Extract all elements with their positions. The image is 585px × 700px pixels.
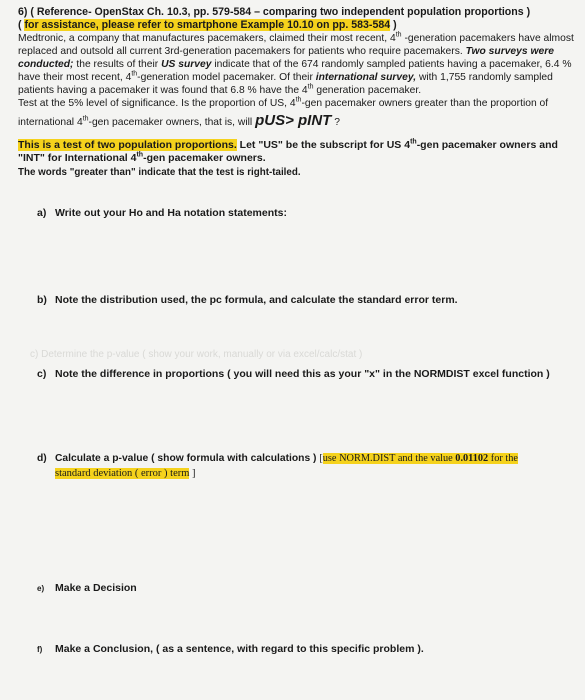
intro-line-4: have their most recent, 4th-generation model pacemaker. Of their international survey, with 1,755 randomly sampled xyxy=(18,70,553,83)
intro-line-6: Test at the 5% level of significance. Is the proportion of US, 4th-gen pacemaker owners greater than the proportion of xyxy=(18,96,549,109)
note-line-3: The words "greater than" indicate that the test is right-tailed. xyxy=(18,167,301,178)
question-d-cont: standard deviation ( error ) term ] xyxy=(55,468,196,479)
question-c: c) Note the difference in proportions ( you will need this as your "x" in the NORMDIST excel function ) xyxy=(37,368,550,380)
question-a: a) Write out your Ho and Ha notation statements: xyxy=(37,207,287,219)
norm-dist-hint-cont: standard deviation ( error ) term xyxy=(55,468,190,479)
question-f: f) Make a Conclusion, ( as a sentence, with regard to this specific problem ). xyxy=(37,643,424,655)
intro-line-3: conducted; the results of their US survey indicate that of the 674 randomly sampled patients having a pacemaker, 6.4 % xyxy=(18,59,572,70)
intro-line-2: replaced and outsold all current 3rd-generation pacemakers for patients who require pacemakers. Two surveys were xyxy=(18,46,554,57)
assistance-note: ( for assistance, please refer to smartphone Example 10.10 on pp. 583-584 ) xyxy=(18,19,397,31)
problem-title: 6) ( Reference- OpenStax Ch. 10.3, pp. 579-584 – comparing two independent population proportions ) xyxy=(18,6,531,18)
note-highlight: This is a test of two population proportions. xyxy=(18,139,237,151)
intro-line-5: patients having a pacemaker it was found that 6.8 % have the 4th generation pacemaker. xyxy=(18,83,422,96)
hypothesis-inline: pUS> pINT xyxy=(255,112,332,129)
intro-line-7: international 4th-gen pacemaker owners, that is, will pUS> pINT ? xyxy=(18,112,340,129)
question-b: b) Note the distribution used, the pc formula, and calculate the standard error term. xyxy=(37,294,458,306)
question-e: e) Make a Decision xyxy=(37,582,137,594)
question-d: d) Calculate a p-value ( show formula with calculations ) [use NORM.DIST and the value 0.01102 for the xyxy=(37,453,518,464)
note-line-1: This is a test of two population proportions. Let "US" be the subscript for US 4th-gen pacemaker owners and xyxy=(18,138,558,151)
assistance-highlight: for assistance, please refer to smartphone Example 10.10 on pp. 583-584 xyxy=(24,19,391,31)
norm-dist-hint: use NORM.DIST and the value 0.01102 for the xyxy=(322,453,518,464)
faded-background-text: c) Determine the p-value ( show your work, manually or via excel/calc/stat ) xyxy=(30,349,363,360)
note-line-2: "INT" for International 4th-gen pacemaker owners. xyxy=(18,151,266,164)
intro-line-1: Medtronic, a company that manufactures pacemakers, claimed their most recent, 4th -generation pacemakers have almost xyxy=(18,31,574,44)
